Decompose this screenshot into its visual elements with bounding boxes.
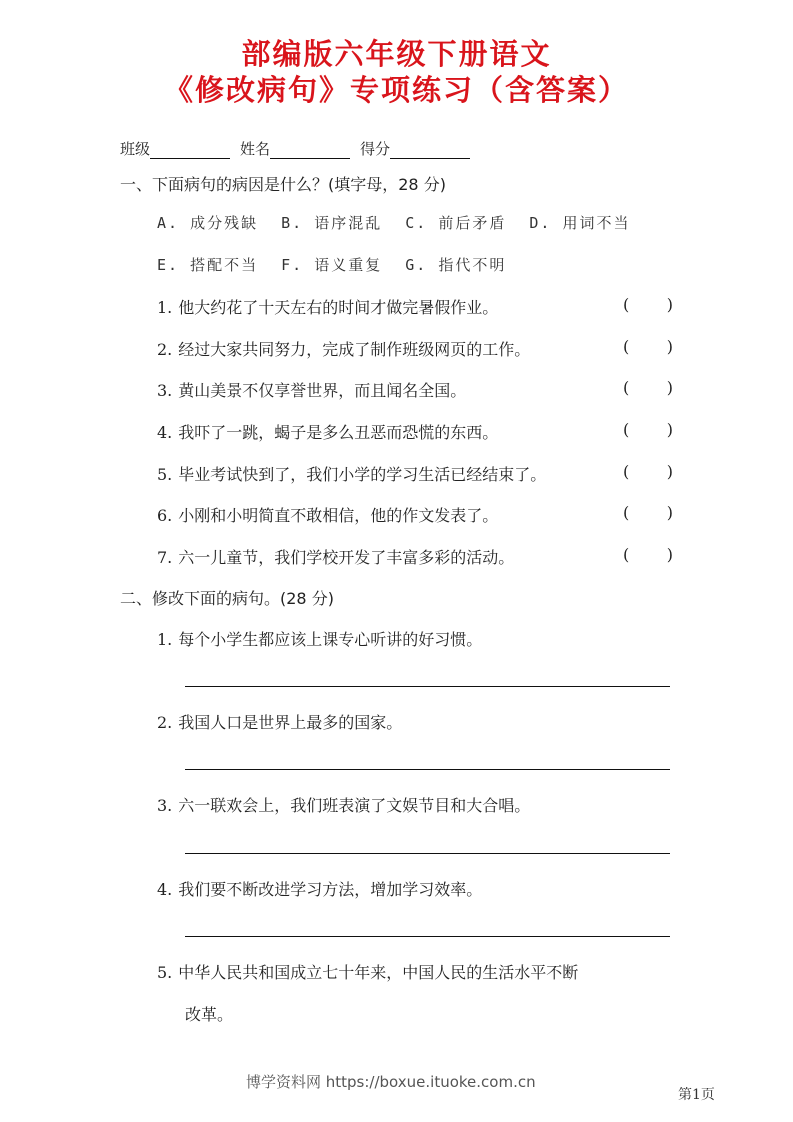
s2-question-5: 5. 中华人民共和国成立七十年来，中国人民的生活水平不断 <box>157 963 579 982</box>
class-blank[interactable] <box>150 142 230 159</box>
options-row-2 <box>157 254 518 275</box>
answer-paren-3[interactable]: ( ) <box>623 378 673 397</box>
section-2-heading: 二、修改下面的病句。(28 分) <box>120 589 334 608</box>
option-d: D. 用词不当 <box>529 214 631 232</box>
name-label: 姓名 <box>240 140 271 158</box>
s1-question-6: 6. 小刚和小明简直不敢相信，他的作文发表了。 <box>157 506 499 525</box>
answer-line-1[interactable] <box>185 686 670 687</box>
s1-question-3: 3. 黄山美景不仅享誉世界，而且闻名全国。 <box>157 381 467 400</box>
option-a: A. 成分残缺 <box>157 214 259 232</box>
s1-question-7: 7. 六一儿童节，我们学校开发了丰富多彩的活动。 <box>157 548 515 567</box>
s1-question-5: 5. 毕业考试快到了，我们小学的学习生活已经结束了。 <box>157 465 547 484</box>
answer-paren-1[interactable]: ( ) <box>623 295 673 314</box>
option-c: C. 前后矛盾 <box>405 214 507 232</box>
option-b: B. 语序混乱 <box>281 214 383 232</box>
options-row-1 <box>157 212 642 233</box>
s2-question-3: 3. 六一联欢会上，我们班表演了文娱节目和大合唱。 <box>157 796 531 815</box>
answer-line-3[interactable] <box>185 853 670 854</box>
answer-paren-6[interactable]: ( ) <box>623 503 673 522</box>
option-e: E. 搭配不当 <box>157 256 259 274</box>
s1-question-1: 1. 他大约花了十天左右的时间才做完暑假作业。 <box>157 298 499 317</box>
title-line-2: 《修改病句》专项练习（含答案） <box>163 73 629 107</box>
answer-paren-5[interactable]: ( ) <box>623 462 673 481</box>
name-blank[interactable] <box>270 142 350 159</box>
answer-paren-7[interactable]: ( ) <box>623 545 673 564</box>
option-g: G. 指代不明 <box>405 256 507 274</box>
answer-paren-4[interactable]: ( ) <box>623 420 673 439</box>
page-number: 第1页 <box>678 1087 715 1103</box>
score-label: 得分 <box>360 140 391 158</box>
class-label: 班级 <box>120 140 151 158</box>
watermark-footer: 博学资料网 https://boxue.ituoke.com.cn <box>246 1073 536 1091</box>
student-info-row <box>120 138 480 159</box>
s1-question-2: 2. 经过大家共同努力，完成了制作班级网页的工作。 <box>157 340 531 359</box>
option-f: F. 语义重复 <box>281 256 383 274</box>
answer-line-4[interactable] <box>185 936 670 937</box>
title-line-1: 部编版六年级下册语文 <box>241 37 552 71</box>
s2-question-5-continued: 改革。 <box>185 1005 234 1024</box>
s2-question-1: 1. 每个小学生都应该上课专心听讲的好习惯。 <box>157 630 483 649</box>
s2-question-4: 4. 我们要不断改进学习方法，增加学习效率。 <box>157 880 483 899</box>
answer-paren-2[interactable]: ( ) <box>623 337 673 356</box>
s2-question-2: 2. 我国人口是世界上最多的国家。 <box>157 713 403 732</box>
answer-line-2[interactable] <box>185 769 670 770</box>
score-blank[interactable] <box>390 142 470 159</box>
section-1-heading: 一、下面病句的病因是什么？(填字母，28 分) <box>120 175 446 194</box>
s1-question-4: 4. 我吓了一跳，蝎子是多么丑恶而恐慌的东西。 <box>157 423 499 442</box>
